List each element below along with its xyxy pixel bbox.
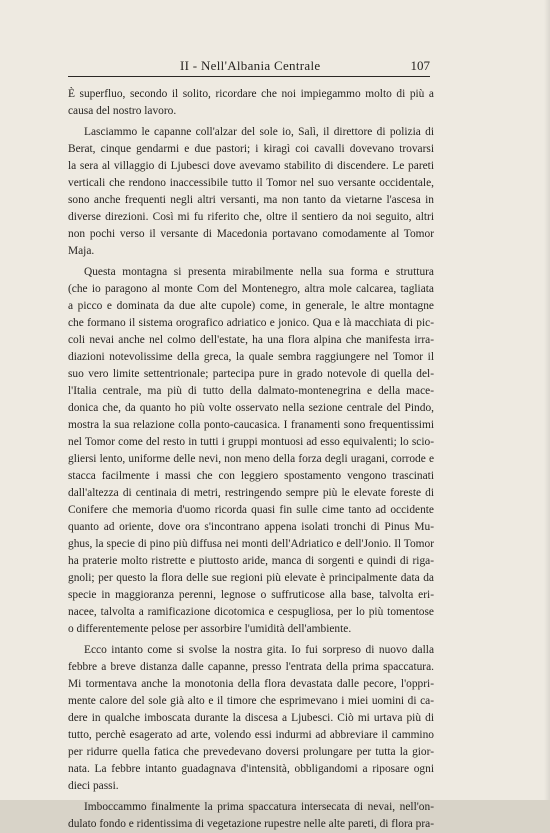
text-line: Ecco intanto come si svolse la nostra gita. Io fui sorpreso di nuovo dalla [84, 644, 434, 656]
text-line: Maja. [68, 245, 95, 257]
text-line: mostra la sua relazione colla ponto-caucasica. I franamenti sono frequentissimi [68, 419, 434, 431]
text-line: tutto, perchè esagerato ad arte, volendo essi indurmi ad abbreviare il cammino [68, 729, 434, 741]
text-line: la sera al villaggio di Ljubesci dove avevamo stabilito di discendere. Le pareti [68, 160, 434, 172]
text-line: ha praterie molto ristrette e piuttosto aride, manca di sorgenti e quindi di riga- [68, 555, 434, 567]
text-line: non pochi verso il versante di Macedonia portavano comodamente al Tomor [68, 228, 434, 240]
text-line: (che io paragono al monte Com del Montenegro, altra mole calcarea, tagliata [68, 283, 434, 295]
text-line: a picco e dominata da due alte cupole) come, in generale, le altre montagne [68, 300, 434, 312]
text-line: mente calore del sole già alto e il timore che esprimevano i miei uomini di ca- [68, 695, 434, 707]
page-number: 107 [410, 58, 430, 73]
text-line: che formano il sistema orografico adriatico e jonico. Qua e là macchiata di pic- [68, 317, 434, 329]
text-line: diverse direzioni. Così mi fu riferito che, oltre il sentiero da noi seguito, altri [68, 211, 434, 223]
text-line: Conifere che memoria d'uomo ricorda quasi fin sulle cime tanto ad occidente [68, 504, 434, 516]
text-line: nacee, talvolta a ramificazione dicotomica e cespugliosa, per lo più tomentose [68, 606, 434, 618]
text-line: causa del nostro lavoro. [68, 105, 177, 117]
text-line: specie in maggioranza perenni, legnose o suffruticose alla base, talvolta eri- [68, 589, 434, 601]
text-line: l'Italia centrale, ma più di tutto della dalmato-montenegrina e della mace- [68, 385, 434, 397]
running-title: II - Nell'Albania Centrale [180, 58, 321, 73]
text-line: sono anche frequenti negli altri versanti, ma non tanto da vietarne l'ascesa in [68, 194, 434, 206]
text-line: per ridurre quella fatica che prevedevano doversi prolungare per tutta la gior- [68, 746, 434, 758]
header-rule [68, 76, 430, 77]
text-line: febbre a breve distanza dalle capanne, presso l'entrata della prima spaccatura. [68, 661, 434, 673]
text-line: diazioni notevolissime della greca, la quale sembra raggiungere nel Tomor il [68, 351, 434, 363]
text-line: stacca facilmente i massi che con leggiero spostamento vengono trascinati [68, 470, 434, 482]
text-line: quanto ad oriente, dove ora s'incontrano appena isolati tronchi di Pinus Mu- [68, 521, 434, 533]
text-line: Lasciammo le capanne coll'alzar del sole io, Salì, il direttore di polizia di [84, 126, 434, 138]
text-line: coli nevai anche nel colmo dell'estate, ha una flora alpina che manifesta irra- [68, 334, 434, 346]
text-line: dere in qualche imboscata durante la discesa a Ljubesci. Ciò mi urtava più di [68, 712, 434, 724]
text-line: dieci passi. [68, 780, 119, 792]
running-header [180, 58, 430, 74]
text-line: nata. La febbre intanto guadagnava d'intensità, obbligandomi a riposare ogni [68, 763, 434, 775]
text-line: donica che, da quanto ho più volte osservato nella sezione centrale del Pindo, [68, 402, 434, 414]
text-line: gliersi lento, uniforme delle nevi, non meno della forza degli uragani, corrode e [68, 453, 434, 465]
body-text [68, 86, 434, 833]
scan-edge-shadow [544, 0, 550, 800]
text-line: dulato fondo e ridentissima di vegetazione rupestre nelle alte pareti, di flora pra- [68, 818, 434, 830]
text-line: È superfluo, secondo il solito, ricordare che noi impiegammo molto di più a [68, 88, 434, 100]
text-line: Mi tormentava anche la monotonia della flora devastata dalle pecore, l'oppri- [68, 678, 434, 690]
text-line: ghus, la specie di pino più diffusa nei monti dell'Adriatico e dell'Jonio. Il Tomor [68, 538, 434, 550]
text-line: verticali che rendono inaccessibile tutto il Tomor nel suo versante occidentale, [68, 177, 434, 189]
text-line: gnoli; per questo la flora delle sue regioni più elevate è principalmente data da [68, 572, 434, 584]
text-line: dall'altezza di centinaia di metri, restringendo sempre più le elevate foreste di [68, 487, 434, 499]
text-line: Berat, cinque gendarmi e due pastori; i kiragì coi cavalli dovevano trovarsi [68, 143, 434, 155]
text-line: o differentemente pelose per assorbire l'umidità dell'ambiente. [68, 623, 352, 635]
text-line: Questa montagna si presenta mirabilmente nella sua forma e struttura [84, 266, 434, 278]
text-line: suo vero limite settentrionale; partecipa pure in grado notevole di quella del- [68, 368, 434, 380]
text-line: nel Tomor come del resto in tutti i gruppi montuosi ad esso equivalenti; lo scio- [68, 436, 434, 448]
text-line: Imboccammo finalmente la prima spaccatura intersecata di nevai, nell'on- [84, 801, 434, 813]
